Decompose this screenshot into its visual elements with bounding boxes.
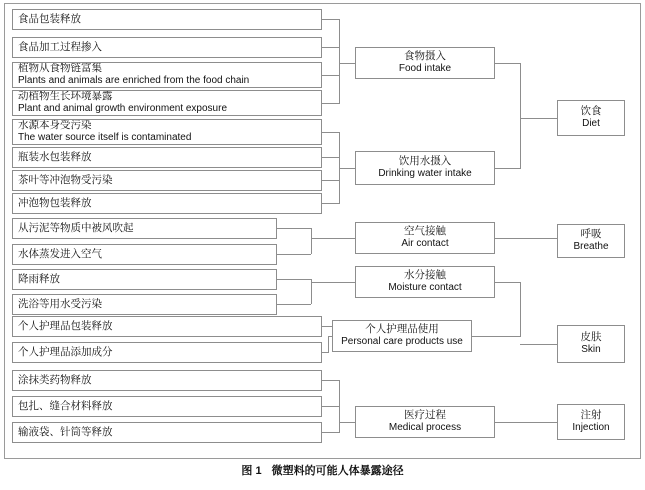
connector-personal-care-to-skin xyxy=(472,336,520,337)
source-text-en: Plant and animal growth environment exposure xyxy=(18,103,228,115)
route-text-cn: 饮食 xyxy=(580,105,602,118)
pathway-box-moisture-contact[interactable] xyxy=(355,266,495,298)
source-text-cn: 输液袋、针筒等释放 xyxy=(18,425,113,438)
route-text-cn: 皮肤 xyxy=(580,331,602,344)
source-text-cn: 植物从食物链富集 xyxy=(18,62,102,75)
route-text-cn: 注射 xyxy=(580,409,602,422)
source-box-smear-drug-release[interactable] xyxy=(12,370,322,391)
source-box-personal-care-packaging[interactable] xyxy=(12,316,322,337)
source-text-cn: 从污泥等物质中被风吹起 xyxy=(18,221,134,234)
source-box-water-source-contaminated[interactable] xyxy=(12,119,322,145)
connector-food-trunk-vertical xyxy=(339,19,340,104)
route-text-en: Skin xyxy=(581,344,601,356)
route-box-injection[interactable] xyxy=(557,404,625,440)
source-text-cn: 茶叶等冲泡物受污染 xyxy=(18,173,113,186)
connector-personal-care-trunk-vertical xyxy=(328,336,329,353)
connector-s9-trunk xyxy=(277,228,311,229)
connector-s4-trunk xyxy=(322,103,339,104)
source-box-infusion-bag-syringe[interactable] xyxy=(12,422,322,443)
source-box-personal-care-ingredients[interactable] xyxy=(12,342,322,363)
source-box-food-chain-enrichment[interactable] xyxy=(12,62,322,88)
pathway-box-personal-care-use[interactable] xyxy=(332,320,472,352)
source-text-cn: 个人护理品包装释放 xyxy=(18,319,113,332)
connector-medical-trunk-vertical xyxy=(339,380,340,433)
pathway-text-cn: 水分接触 xyxy=(404,269,446,282)
connector-moisture-trunk-to-pathway xyxy=(311,282,355,283)
connector-air-trunk-to-pathway xyxy=(311,238,355,239)
source-text-cn: 瓶装水包装释放 xyxy=(18,150,92,163)
connector-personal-care-trunk-to-pathway xyxy=(328,336,332,337)
connector-food-to-diet xyxy=(495,63,520,64)
source-text-cn: 动植物生长环境暴露 xyxy=(18,90,113,103)
source-text-cn: 冲泡物包装释放 xyxy=(18,196,92,209)
connector-moisture-to-skin xyxy=(495,282,520,283)
connector-skin-trunk-to-route xyxy=(520,344,557,345)
connector-s11-trunk xyxy=(277,279,311,280)
connector-s3-trunk xyxy=(322,75,339,76)
connector-s7-trunk xyxy=(322,180,339,181)
connector-s17-trunk xyxy=(322,432,339,433)
connector-food-trunk-to-pathway xyxy=(339,63,355,64)
source-box-blown-from-sludge[interactable] xyxy=(12,218,277,239)
connector-s12-trunk xyxy=(277,304,311,305)
source-box-water-evaporates[interactable] xyxy=(12,244,277,265)
figure-caption-label: 图 1 xyxy=(241,465,262,477)
connector-s1-trunk xyxy=(322,19,339,20)
pathway-box-food-intake[interactable] xyxy=(355,47,495,79)
route-text-cn: 呼吸 xyxy=(580,228,602,241)
connector-air-to-breathe xyxy=(495,238,557,239)
connector-s13-pathway xyxy=(322,326,332,327)
pathway-text-en: Moisture contact xyxy=(388,282,462,294)
pathway-text-en: Drinking water intake xyxy=(378,168,472,180)
route-box-breathe[interactable] xyxy=(557,224,625,258)
route-text-en: Injection xyxy=(572,422,610,434)
connector-s8-trunk xyxy=(322,203,339,204)
source-box-bandaging-suture-release[interactable] xyxy=(12,396,322,417)
source-text-en: The water source itself is contaminated xyxy=(18,132,192,144)
source-text-cn: 包扎、缝合材料释放 xyxy=(18,399,113,412)
pathway-text-cn: 医疗过程 xyxy=(404,409,446,422)
pathway-text-en: Food intake xyxy=(398,63,452,75)
source-box-contaminated-tea[interactable] xyxy=(12,170,322,191)
source-text-cn: 涂抹类药物释放 xyxy=(18,373,92,386)
source-text-cn: 食品加工过程掺入 xyxy=(18,40,102,53)
connector-s16-trunk xyxy=(322,406,339,407)
source-text-cn: 降雨释放 xyxy=(18,272,60,285)
pathway-text-cn: 个人护理品使用 xyxy=(365,323,439,336)
source-box-growth-environment-exposure[interactable] xyxy=(12,90,322,116)
connector-s2-trunk xyxy=(322,47,339,48)
figure-caption xyxy=(0,462,645,478)
source-box-rain-release[interactable] xyxy=(12,269,277,290)
connector-diet-trunk-to-route xyxy=(520,118,557,119)
connector-diet-trunk-vertical xyxy=(520,63,521,169)
pathway-text-cn: 食物摄入 xyxy=(404,50,446,63)
source-text-en: Plants and animals are enriched from the food chain xyxy=(18,75,250,87)
connector-water-trunk-to-pathway xyxy=(339,168,355,169)
source-box-contaminated-bathing-water[interactable] xyxy=(12,294,277,315)
pathway-text-en: Medical process xyxy=(388,422,462,434)
pathway-box-medical-process[interactable] xyxy=(355,406,495,438)
pathway-text-en: Personal care products use xyxy=(341,336,463,348)
figure-caption-text: 微塑料的可能人体暴露途径 xyxy=(271,465,404,477)
route-text-en: Diet xyxy=(582,118,600,130)
route-box-diet[interactable] xyxy=(557,100,625,136)
pathway-text-en: Air contact xyxy=(401,238,449,250)
connector-skin-trunk-vertical xyxy=(520,282,521,337)
connector-s15-trunk xyxy=(322,380,339,381)
pathway-text-cn: 饮用水摄入 xyxy=(398,155,452,168)
connector-water-to-diet xyxy=(495,168,520,169)
connector-s10-trunk xyxy=(277,254,311,255)
source-text-cn: 洗浴等用水受污染 xyxy=(18,297,102,310)
source-text-cn: 水体蒸发进入空气 xyxy=(18,247,102,260)
source-box-food-packaging-release[interactable] xyxy=(12,9,322,30)
connector-medical-to-injection xyxy=(495,422,557,423)
route-box-skin[interactable] xyxy=(557,325,625,363)
source-box-infusion-packaging-release[interactable] xyxy=(12,193,322,214)
source-box-food-processing[interactable] xyxy=(12,37,322,58)
source-text-cn: 水源本身受污染 xyxy=(18,119,92,132)
connector-s5-trunk xyxy=(322,132,339,133)
connector-air-trunk-vertical xyxy=(311,228,312,254)
source-box-bottled-water-packaging[interactable] xyxy=(12,147,322,168)
connector-medical-trunk-to-pathway xyxy=(339,422,355,423)
pathway-box-drinking-water-intake[interactable] xyxy=(355,151,495,185)
pathway-text-cn: 空气接触 xyxy=(404,225,446,238)
source-text-cn: 食品包装释放 xyxy=(18,12,81,25)
source-text-cn: 个人护理品添加成分 xyxy=(18,345,113,358)
pathway-box-air-contact[interactable] xyxy=(355,222,495,254)
connector-s6-trunk xyxy=(322,157,339,158)
route-text-en: Breathe xyxy=(573,241,609,253)
